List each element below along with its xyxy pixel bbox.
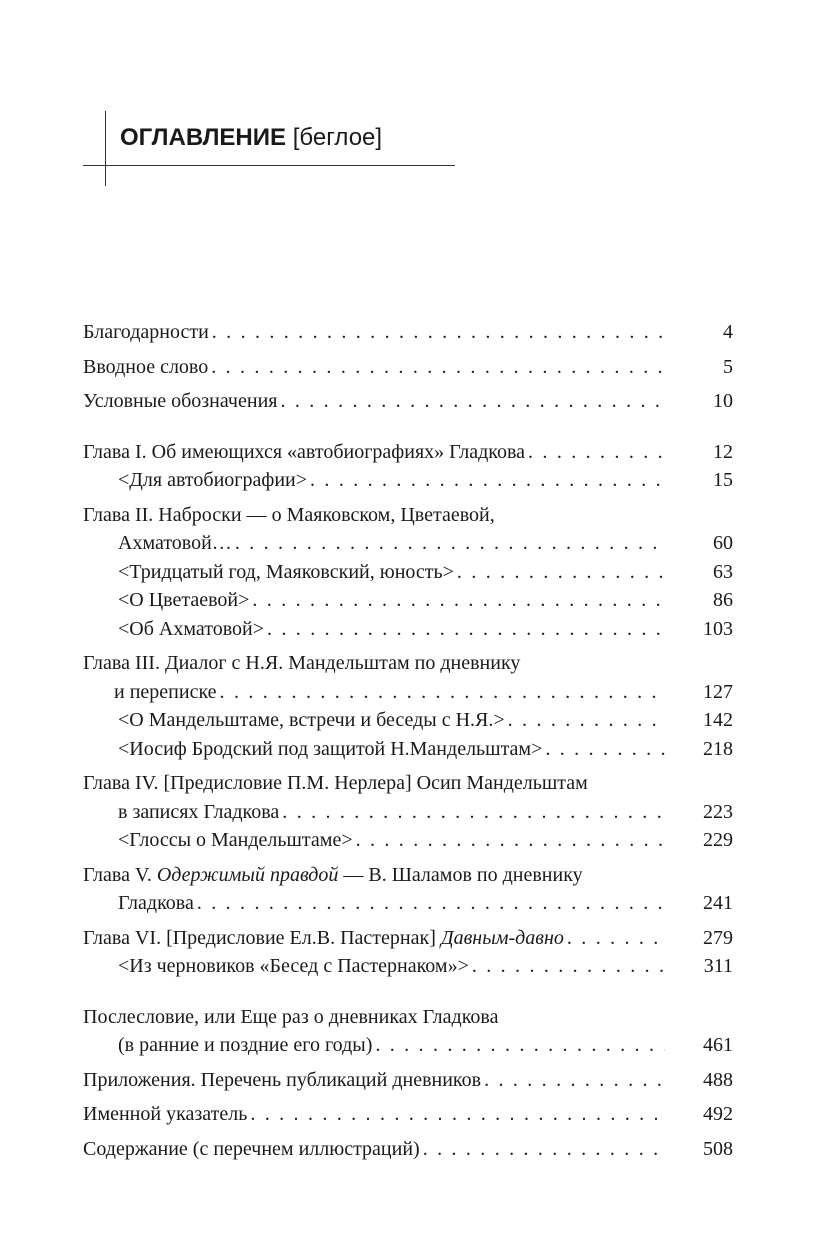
toc-label: (в ранние и поздние его годы) [118, 1034, 373, 1056]
toc-label: <Иосиф Бродский под защитой Н.Мандельштам> [118, 737, 543, 760]
toc-label: <О Цветаевой> [118, 589, 250, 611]
toc-label-prefix: Глава V. [83, 863, 152, 886]
leader-dots [212, 318, 665, 347]
toc-entry-chapter-3[interactable] [83, 678, 733, 707]
toc-subentry[interactable] [83, 826, 733, 855]
toc-chapter-4 [83, 769, 733, 855]
toc-page-number: 5 [723, 355, 733, 378]
leader-dots [252, 586, 665, 615]
leader-dots [280, 387, 665, 416]
toc-entry-chapter-6[interactable] [83, 924, 733, 953]
page-title [120, 124, 382, 152]
leader-dots [484, 1066, 665, 1095]
toc-page-number: 218 [703, 737, 733, 760]
leader-dots [197, 889, 665, 918]
toc-page-number: 10 [713, 390, 733, 412]
toc-chapter-5 [83, 861, 733, 918]
toc-label: <Глоссы о Мандельштаме> [118, 829, 353, 851]
toc-subentry[interactable] [83, 466, 733, 495]
toc-label: <Об Ахматовой> [118, 617, 264, 640]
toc-label: Содержание (с перечнем иллюстраций) [83, 1137, 420, 1160]
leader-dots [423, 1135, 665, 1164]
toc-label-italic: Одержимый правдой [156, 863, 339, 886]
toc-subentry[interactable] [83, 735, 733, 764]
toc-page-number: 142 [703, 709, 733, 731]
toc-chapter-3 [83, 649, 733, 763]
leader-dots [375, 1031, 665, 1060]
toc-page-number: 279 [703, 926, 733, 949]
leader-dots [267, 615, 665, 644]
leader-dots [235, 529, 665, 558]
toc-label-italic: Давным-давно [440, 926, 564, 949]
toc-entry-acknowledgements[interactable] [83, 318, 733, 347]
toc-back-matter [83, 1066, 733, 1164]
toc-entry-chapter-5[interactable] [83, 889, 733, 918]
toc-entry-chapter-3-title[interactable]: Глава III. Диалог с Н.Я. Мандельштам по дневнику [83, 652, 521, 674]
toc-page-number: 461 [703, 1034, 733, 1056]
leader-dots [220, 678, 665, 707]
toc-entry-chapter-4[interactable] [83, 798, 733, 827]
toc-page-number: 488 [703, 1068, 733, 1091]
toc-entry-chapter-2[interactable] [83, 529, 733, 558]
toc-entry-contents[interactable] [83, 1135, 733, 1164]
toc-page-number: 223 [703, 800, 733, 823]
toc-entry-chapter-1[interactable] [83, 438, 733, 467]
toc-page-number: 86 [713, 589, 733, 611]
toc-label: <Из черновиков «Бесед с Пастернаком»> [118, 955, 469, 977]
toc-page-number: 127 [703, 680, 733, 703]
toc-label-suffix: — В. Шаламов по дневнику [343, 863, 583, 886]
toc-entry-abbreviations[interactable] [83, 387, 733, 416]
toc-label: Приложения. Перечень публикаций дневников [83, 1068, 482, 1091]
toc-label: Ахматовой… [118, 532, 232, 554]
toc-page-number: 4 [723, 321, 733, 343]
toc-entry-chapter-5-title[interactable] [83, 861, 733, 890]
page-title-rest: [беглое] [292, 124, 383, 151]
leader-dots [472, 952, 665, 981]
leader-dots [508, 706, 665, 735]
header-vertical-rule [105, 111, 106, 186]
toc-afterword [83, 1003, 733, 1060]
toc-entry-afterword[interactable] [83, 1031, 733, 1060]
toc-page-number: 63 [713, 560, 733, 583]
toc-label: Вводное слово [83, 355, 209, 378]
leader-dots [310, 466, 665, 495]
toc-entry-appendices[interactable] [83, 1066, 733, 1095]
leader-dots [545, 735, 665, 764]
toc-subentry[interactable] [83, 615, 733, 644]
toc-page-number: 492 [703, 1103, 733, 1125]
leader-dots [356, 826, 665, 855]
toc-page-number: 12 [713, 440, 733, 463]
toc-page-number: 229 [703, 829, 733, 851]
toc-page-number: 241 [703, 892, 733, 914]
toc-label: и переписке [114, 680, 217, 703]
header-horizontal-rule [83, 165, 455, 166]
toc-chapter-6 [83, 924, 733, 981]
toc-subentry[interactable] [83, 706, 733, 735]
leader-dots [211, 353, 665, 382]
toc-label: Благодарности [83, 321, 209, 343]
toc-label: в записях Гладкова [118, 800, 280, 823]
toc-chapter-1 [83, 438, 733, 495]
toc-front-matter [83, 318, 733, 416]
toc-entry-chapter-2-title[interactable]: Глава II. Наброски — о Маяковском, Цветаевой, [83, 503, 495, 526]
toc-page-number: 15 [713, 469, 733, 491]
toc-subentry[interactable] [83, 586, 733, 615]
toc-entry-chapter-4-title[interactable]: Глава IV. [Предисловие П.М. Нерлера] Осип Мандельштам [83, 772, 588, 794]
toc-entry-introduction[interactable] [83, 353, 733, 382]
page-title-bold: ОГЛАВЛЕНИЕ [120, 124, 287, 151]
toc-label: <Тридцатый год, Маяковский, юность> [118, 560, 454, 583]
toc-label: Гладкова [118, 892, 194, 914]
toc-page-number: 508 [703, 1137, 733, 1160]
leader-dots [528, 438, 665, 467]
toc-label: <О Мандельштаме, встречи и беседы с Н.Я.> [118, 709, 505, 731]
toc-entry-afterword-title[interactable]: Послесловие, или Еще раз о дневниках Гладкова [83, 1005, 499, 1028]
toc-label: <Для автобиографии> [118, 469, 308, 491]
toc-subentry[interactable] [83, 558, 733, 587]
leader-dots [282, 798, 665, 827]
toc-subentry[interactable] [83, 952, 733, 981]
toc-page-number: 60 [713, 532, 733, 554]
toc-label [83, 924, 564, 953]
toc-label: Глава I. Об имеющихся «автобиографиях» Гладкова [83, 440, 526, 463]
leader-dots [457, 558, 665, 587]
toc-chapter-2 [83, 501, 733, 644]
table-of-contents [83, 318, 733, 1169]
toc-page-number: 311 [703, 955, 733, 977]
toc-page-number: 103 [703, 617, 733, 640]
toc-label: Условные обозначения [83, 390, 278, 412]
toc-entry-name-index[interactable] [83, 1100, 733, 1129]
leader-dots [567, 924, 665, 953]
toc-label: Именной указатель [83, 1103, 248, 1125]
toc-label-prefix: Глава VI. [Предисловие Ел.В. Пастернак] [83, 926, 436, 949]
leader-dots [250, 1100, 665, 1129]
